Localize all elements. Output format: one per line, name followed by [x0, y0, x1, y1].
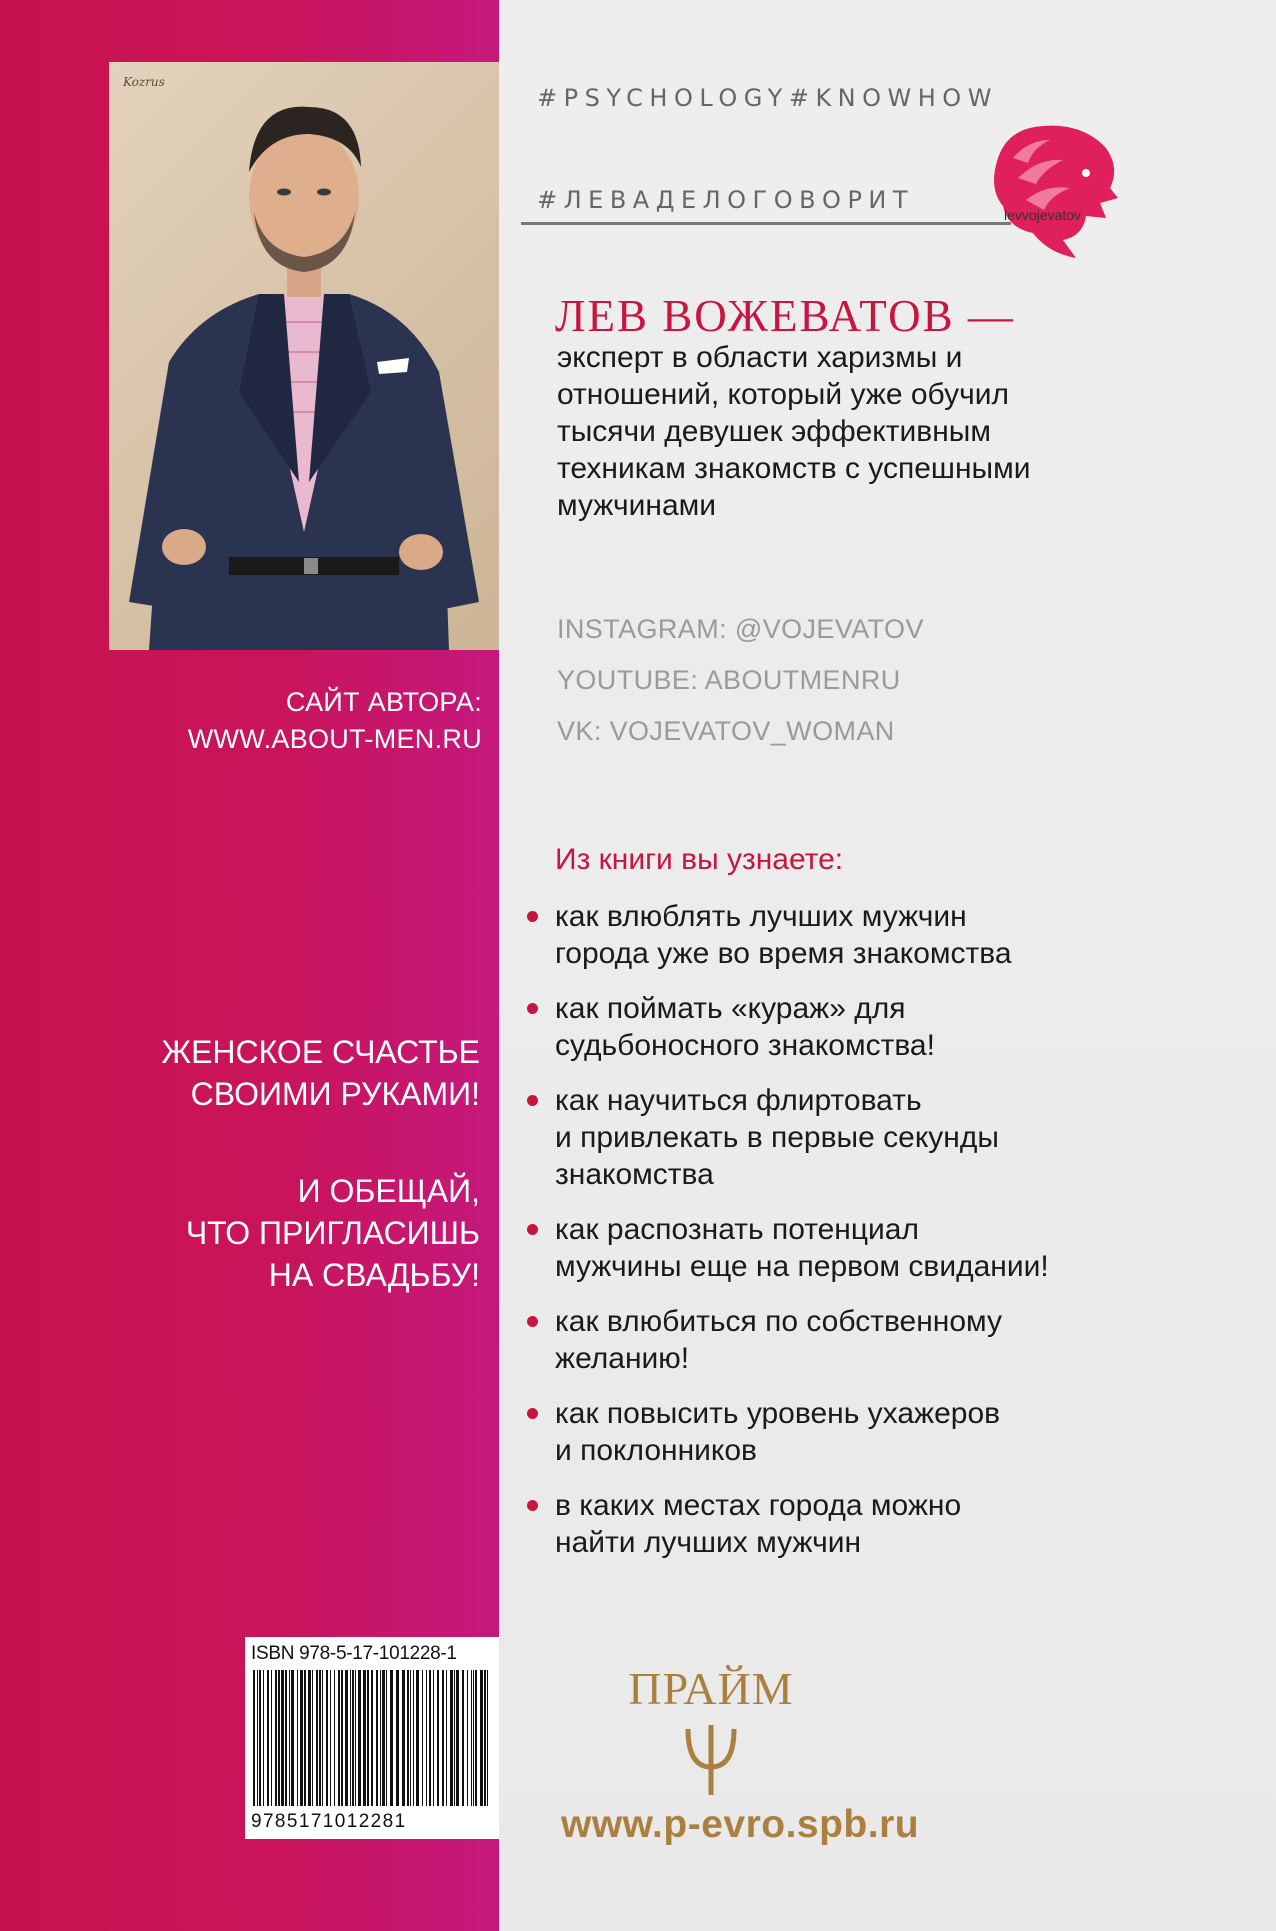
slogan-1: [60, 1031, 480, 1115]
barcode-bar: [426, 1670, 427, 1806]
barcode-bar: [475, 1670, 477, 1806]
barcode-bar: [352, 1670, 354, 1806]
barcode-bar: [334, 1670, 335, 1806]
site-label: САЙТ АВТОРА:: [285, 687, 482, 717]
site-url[interactable]: WWW.ABOUT-MEN.RU: [187, 724, 482, 754]
slogan-1-line-1: ЖЕНСКОЕ СЧАСТЬЕ: [161, 1034, 480, 1070]
barcode-bar: [382, 1670, 385, 1806]
barcode-bar: [410, 1670, 411, 1806]
author-photo: [109, 62, 499, 650]
barcode-bar: [278, 1670, 280, 1806]
barcode-bar: [358, 1670, 361, 1806]
list-item-text: как научиться флиртовать и привлекать в первые секунды знакомства: [555, 1084, 999, 1191]
barcode-bar: [285, 1670, 287, 1806]
barcode-bar: [345, 1670, 348, 1806]
slogan-2: [60, 1170, 480, 1296]
learn-list: [527, 898, 1177, 1579]
slogan-2-line-2: ЧТО ПРИГЛАСИШЬ: [185, 1215, 480, 1251]
barcode-bar: [380, 1670, 381, 1806]
list-item-text: как повысить уровень ухажеров и поклонников: [555, 1397, 1001, 1467]
isbn-number: ISBN 978-5-17-101228-1: [251, 1643, 457, 1664]
barcode-bar: [462, 1670, 464, 1806]
barcode-bar: [367, 1670, 369, 1806]
barcode-bar: [407, 1670, 409, 1806]
barcode-bar: [390, 1670, 393, 1806]
bullet-dot-icon: [527, 911, 538, 922]
barcode-bar: [350, 1670, 351, 1806]
list-item: [527, 1211, 1177, 1285]
list-item-text: как влюбиться по собственному желанию!: [555, 1305, 1003, 1375]
barcode-bar: [416, 1670, 419, 1806]
hashtag-divider: [521, 222, 1011, 225]
bullet-dot-icon: [527, 1224, 538, 1235]
barcode-bar: [473, 1670, 474, 1806]
barcode-bar: [480, 1670, 483, 1806]
barcode-bar: [433, 1670, 434, 1806]
barcode-bar: [471, 1670, 472, 1806]
barcode-bar: [297, 1670, 298, 1806]
barcode-bar: [291, 1670, 294, 1806]
barcode-bar: [308, 1670, 311, 1806]
barcode-bar: [341, 1670, 343, 1806]
bullet-dot-icon: [527, 1500, 538, 1511]
barcode-bar: [271, 1670, 272, 1806]
slogan-1-line-2: СВОИМИ РУКАМИ!: [190, 1076, 480, 1112]
barcode-bar: [275, 1670, 277, 1806]
barcode-bar: [376, 1670, 378, 1806]
barcode-bar: [456, 1670, 459, 1806]
learn-title: Из книги вы узнаете:: [555, 843, 844, 876]
bullet-dot-icon: [527, 1408, 538, 1419]
list-item-text: как распознать потенциал мужчины еще на первом свидании!: [555, 1213, 1049, 1283]
logo-caption: levvojevatov: [1004, 207, 1082, 223]
barcode-bar: [442, 1670, 444, 1806]
barcode-bar: [429, 1670, 431, 1806]
barcode-bar: [312, 1670, 313, 1806]
list-item: [527, 1082, 1177, 1193]
list-item: [527, 990, 1177, 1064]
list-item: [527, 1303, 1177, 1377]
social-youtube[interactable]: YOUTUBE: ABOUTMENRU: [557, 665, 901, 695]
barcode-bar: [304, 1670, 306, 1806]
author-name: ЛЕВ ВОЖЕВАТОВ —: [555, 291, 1015, 341]
barcode-bar: [300, 1670, 303, 1806]
barcode-bar: [422, 1670, 423, 1806]
bullet-dot-icon: [527, 1095, 538, 1106]
social-vk[interactable]: VK: VOJEVATOV_WOMAN: [557, 716, 895, 746]
barcode-bar: [413, 1670, 414, 1806]
bullet-dot-icon: [527, 1316, 538, 1327]
list-item-text: как поймать «кураж» для судьбоносного знакомства!: [555, 992, 935, 1062]
barcode-bar: [446, 1670, 447, 1806]
barcode-bar: [259, 1670, 261, 1806]
list-item: [527, 1487, 1177, 1561]
author-description: эксперт в области харизмы и отношений, который уже обучил тысячи девушек эффективным техникам знакомств с успешными мужчинами: [557, 341, 1031, 522]
list-item: [527, 898, 1177, 972]
publisher-url[interactable]: www.p-evro.spb.ru: [561, 1803, 920, 1846]
barcode-bar: [454, 1670, 455, 1806]
list-item-text: как влюблять лучших мужчин города уже во время знакомства: [555, 900, 1012, 970]
barcode-bar: [326, 1670, 328, 1806]
hashtag-psychology: #PSYCHOLOGY#KNOWHOW: [537, 84, 998, 112]
barcode-bar: [253, 1670, 255, 1806]
barcode-bar: [322, 1670, 323, 1806]
barcode-bar: [402, 1670, 405, 1806]
barcode-bar: [281, 1670, 284, 1806]
slogan-2-line-3: НА СВАДЬБУ!: [268, 1257, 480, 1293]
publisher-name: ПРАЙМ: [628, 1663, 794, 1714]
barcode-bar: [450, 1670, 453, 1806]
lion-logo-icon: [988, 118, 1123, 260]
barcode-bar: [289, 1670, 290, 1806]
barcode-bar: [386, 1670, 387, 1806]
list-item: [527, 1395, 1177, 1469]
barcode-bar: [371, 1670, 373, 1806]
barcode-bar: [316, 1670, 318, 1806]
barcode-bar: [396, 1670, 399, 1806]
barcode-bar: [437, 1670, 439, 1806]
barcode-bar: [263, 1670, 264, 1806]
barcode-bar: [330, 1670, 331, 1806]
barcode-icon: [251, 1670, 493, 1810]
barcode-bar: [487, 1670, 488, 1806]
list-item-text: в каких местах города можно найти лучших мужчин: [555, 1489, 962, 1559]
barcode-bar: [338, 1670, 340, 1806]
psi-logo-icon: [618, 1655, 804, 1795]
barcode-bar: [484, 1670, 486, 1806]
bullet-dot-icon: [527, 1003, 538, 1014]
author-site: [80, 684, 482, 758]
barcode-bar: [355, 1670, 356, 1806]
photo-signature: Kozrus: [123, 75, 165, 89]
barcode-bar: [257, 1670, 258, 1806]
barcode-bar: [319, 1670, 321, 1806]
social-instagram[interactable]: INSTAGRAM: @VOJEVATOV: [557, 614, 924, 644]
barcode-bar: [267, 1670, 269, 1806]
barcode-box: [245, 1637, 499, 1839]
slogan-2-line-1: И ОБЕЩАЙ,: [297, 1173, 480, 1209]
barcode-digits: 9785171012281: [251, 1811, 407, 1832]
barcode-bar: [467, 1670, 468, 1806]
hashtag-levadelogovorit: #ЛЕВАДЕЛОГОВОРИТ: [537, 186, 915, 214]
barcode-bar: [363, 1670, 366, 1806]
